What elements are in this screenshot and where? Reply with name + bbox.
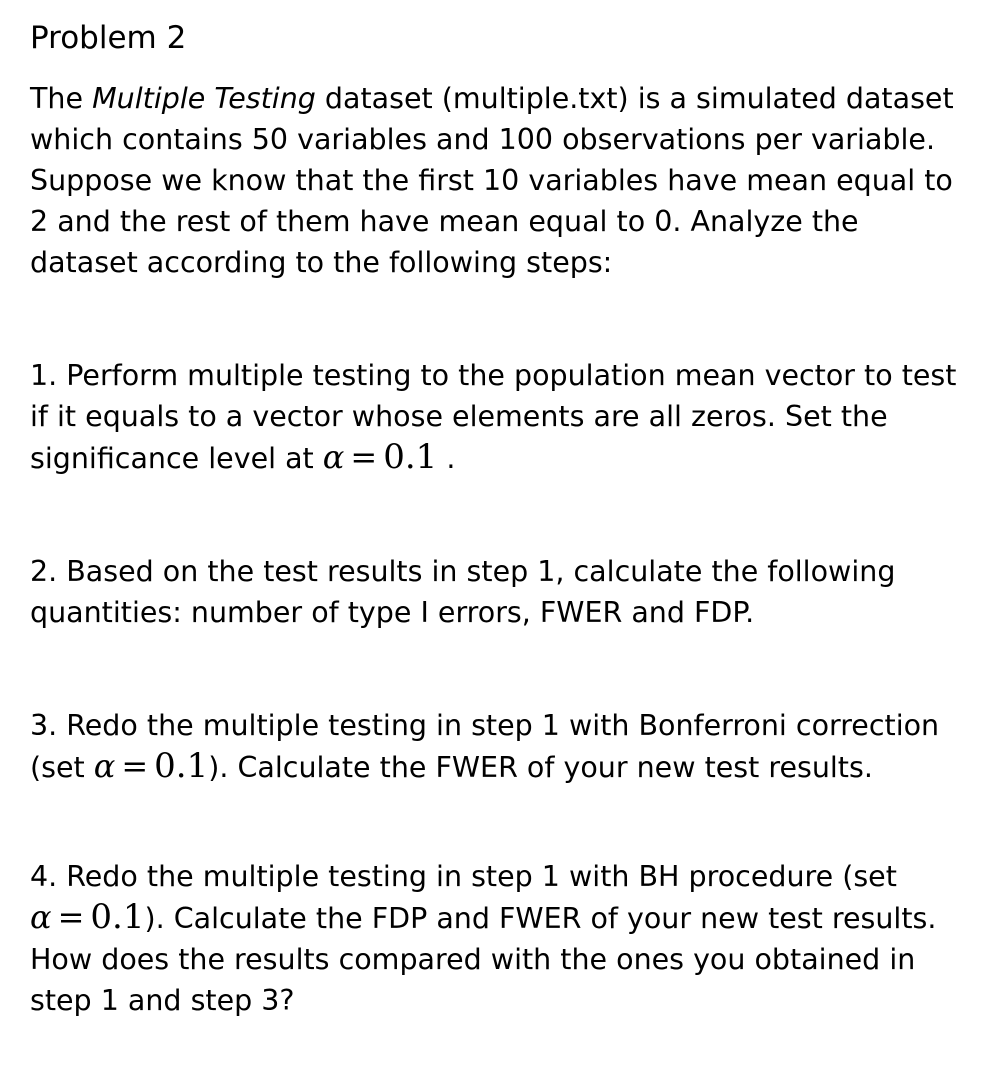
intro-text-start: The	[30, 82, 93, 115]
step-1-text: 1. Perform multiple testing to the population mean vector to test if it equals to a vector whose elements are all zeros. Set the significance level at	[30, 359, 957, 475]
intro-paragraph	[30, 78, 970, 283]
equals-sign: =	[121, 747, 149, 785]
problem-title: Problem 2	[30, 20, 187, 56]
intro-text-rest: dataset (multiple.txt) is a simulated dataset which contains 50 variables and 100 observations per variable. Suppose we know that the first 10 variables have mean equal to 2 and the rest of them have mean equal to 0. Analyze the dataset according to the following steps:	[30, 82, 954, 279]
alpha-value: 0.1	[383, 437, 438, 477]
step-4-text: 4. Redo the multiple testing in step 1 with BH procedure (set	[30, 860, 897, 893]
dataset-name: Multiple Testing	[92, 82, 316, 115]
step-3	[30, 705, 970, 788]
step-2: 2. Based on the test results in step 1, calculate the following quantities: number of type I errors, FWER and FDP.	[30, 555, 896, 629]
equals-sign: =	[350, 438, 378, 476]
alpha-value: 0.1	[90, 897, 145, 937]
step-4-end: ). Calculate the FDP and FWER of your new test results. How does the results compared with the ones you obtained in step 1 and step 3?	[30, 902, 937, 1017]
step-3-text: 3. Redo the multiple testing in step 1 with Bonferroni correction (set	[30, 709, 940, 784]
problem-document	[30, 16, 970, 1021]
alpha-value: 0.1	[154, 746, 209, 786]
step-4	[30, 856, 970, 1021]
step-1	[30, 355, 970, 479]
alpha-symbol: α	[322, 438, 345, 476]
step-3-end: ). Calculate the FWER of your new test results.	[208, 751, 873, 784]
alpha-symbol: α	[93, 747, 116, 785]
equals-sign: =	[57, 898, 85, 936]
step-1-end: .	[437, 442, 456, 475]
alpha-symbol: α	[30, 898, 52, 936]
